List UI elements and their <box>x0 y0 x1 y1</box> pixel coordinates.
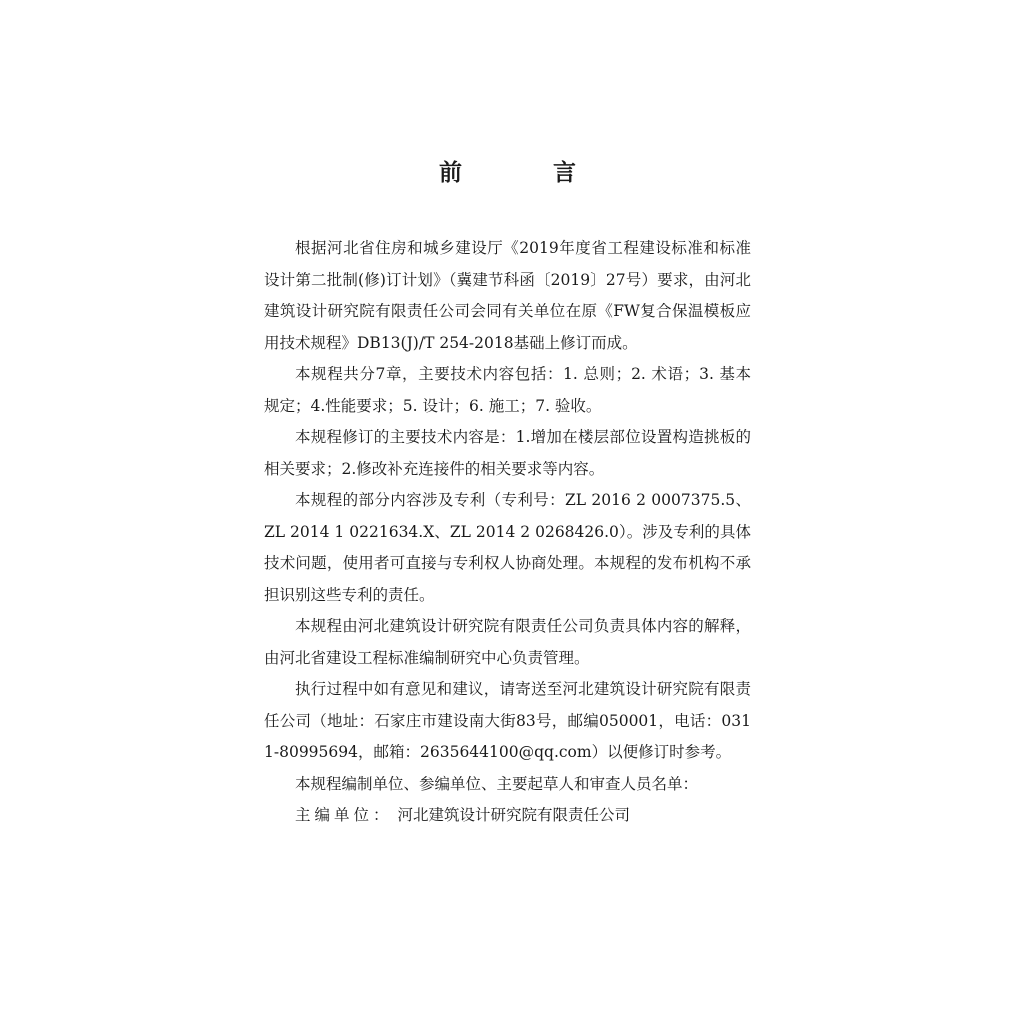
paragraph-patents: 本规程的部分内容涉及专利（专利号：ZL 2016 2 0007375.5、ZL 2014 1 0221634.X、ZL 2014 2 0268426.0）。涉及专利的具体技术问题，使用者可直接与专利权人协商处理。本规程的发布机构不承担识别这些专利的责任。 <box>264 491 751 604</box>
paragraph-basis: 根据河北省住房和城乡建设厅《2019年度省工程建设标准和标准设计第二批制(修)订计划》（冀建节科函〔2019〕27号）要求，由河北建筑设计研究院有限责任公司会同有关单位在原《FW复合保温模板应用技术规程》DB13(J)/T 254-2018基础上修订而成。 <box>264 239 751 352</box>
paragraph-interpretation: 本规程由河北建筑设计研究院有限责任公司负责具体内容的解释，由河北省建设工程标准编制研究中心负责管理。 <box>264 617 751 667</box>
paragraph-revisions: 本规程修订的主要技术内容是：1.增加在楼层部位设置构造挑板的相关要求；2.修改补充连接件的相关要求等内容。 <box>264 428 751 478</box>
paragraph-units-intro: 本规程编制单位、参编单位、主要起草人和审查人员名单： <box>295 774 699 793</box>
chief-unit-label: 主编单位： <box>295 806 393 824</box>
document-page <box>264 150 751 832</box>
page-title: 前 言 <box>439 159 610 186</box>
paragraph-feedback: 执行过程中如有意见和建议，请寄送至河北建筑设计研究院有限责任公司（地址：石家庄市建设南大街83号，邮编050001，电话：0311-80995694，邮箱：2635644100@qq.com）以便修订时参考。 <box>264 680 751 761</box>
chief-unit-value: 河北建筑设计研究院有限责任公司 <box>397 806 630 824</box>
paragraph-chapters: 本规程共分7章，主要技术内容包括：1. 总则；2. 术语；3. 基本规定；4.性能要求；5. 设计；6. 施工；7. 验收。 <box>264 365 751 415</box>
chief-unit-line <box>264 800 751 832</box>
